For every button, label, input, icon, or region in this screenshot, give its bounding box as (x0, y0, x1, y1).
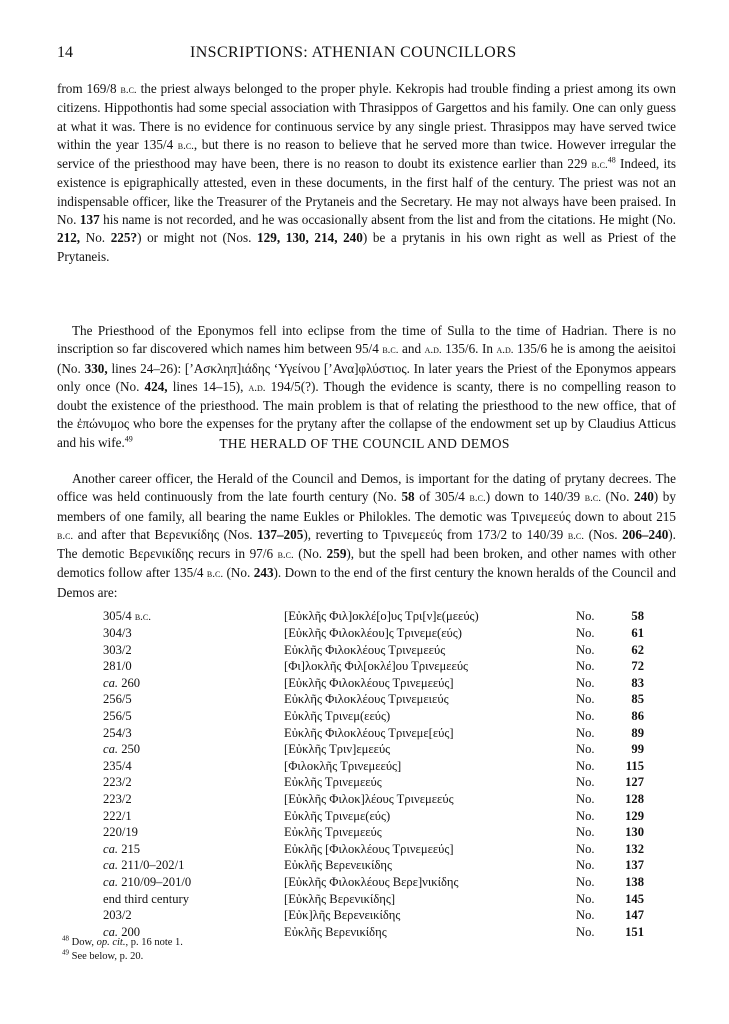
herald-no-label: No. (576, 742, 595, 757)
herald-date: ca. 211/0–202/1 (103, 858, 185, 873)
herald-inscription-number[interactable]: 86 (631, 708, 644, 723)
herald-inscription-number[interactable]: 85 (631, 692, 644, 707)
herald-inscription-number[interactable]: 137 (625, 858, 644, 873)
herald-name: Εὐκλῆς Τρινεμεεύς (284, 775, 382, 790)
table-row (103, 608, 644, 625)
herald-inscription-number[interactable]: 128 (625, 791, 644, 806)
herald-date: ca. 200 (103, 924, 141, 939)
herald-name: Εὐκλῆς Φιλοκλέους Τρινεμεεύς (284, 642, 446, 657)
herald-no-label: No. (576, 791, 595, 806)
herald-date: 256/5 (103, 692, 132, 707)
herald-no-label: No. (576, 725, 595, 740)
table-row (103, 741, 644, 758)
herald-date: 281/0 (103, 659, 132, 674)
herald-date: 256/5 (103, 708, 132, 723)
table-row (103, 841, 644, 858)
herald-date: end third century (103, 891, 190, 906)
herald-inscription-number[interactable]: 130 (625, 825, 644, 840)
footnote-48: $^{48}$ Dow, op. cit., p. 16 note 1. (62, 934, 183, 948)
table-row (103, 691, 644, 708)
herald-inscription-number[interactable]: 145 (625, 891, 644, 906)
herald-date: 220/19 (103, 825, 138, 840)
herald-date: ca. 260 (103, 675, 141, 690)
herald-inscription-number[interactable]: 61 (631, 626, 644, 640)
herald-no-label: No. (576, 659, 595, 674)
table-row (103, 907, 644, 924)
running-title: INSCRIPTIONS: ATHENIAN COUNCILLORS (190, 44, 517, 61)
herald-no-label: No. (576, 825, 595, 840)
table-row (103, 658, 644, 675)
table-row (103, 774, 644, 791)
table-row (103, 891, 644, 908)
table-row (103, 857, 644, 874)
paragraph-priesthood-eponymos: The Priesthood of the Eponymos fell into eclipse from the time of Sulla to the time of Hadrian. There is no inscription so far discovered which names him between 95/4 b.c. and a.d. 135/6. In a.d. 135/6 he is among the aeisitoi (No. 330, lines 24–26): [’Ασκληπ]ιάδης ‘Υγείνου [’Ανα]φλύστιος. In later years the Priest of the Eponymos appears only once (No. 424, lines 14–15), a.d. 194/5(?). Though the evidence is scanty, there is no compelling reason to doubt the existence of the priesthood. The main problem is that of relating the priesthood to the new office, that of the ἐπώνυμος who bore the expenses for the prytany after the collapse of the endowment set up by Claudius Atticus and his wife.$^{49}$ (57, 323, 677, 450)
herald-name: [Εὐκλῆς Φιλοκλέου]ς Τρινεμε(εύς) (284, 626, 462, 640)
table-row (103, 874, 644, 891)
footnote-ref-48[interactable]: 48 (607, 155, 616, 165)
herald-no-label: No. (576, 675, 595, 690)
herald-no-label: No. (576, 908, 595, 923)
table-row (103, 708, 644, 725)
herald-no-label: No. (576, 775, 595, 790)
herald-inscription-number[interactable]: 72 (631, 659, 644, 674)
herald-name: Εὐκλῆς Τρινεμεεύς (284, 825, 382, 840)
herald-inscription-number[interactable]: 127 (625, 775, 644, 790)
herald-date: 304/3 (103, 626, 132, 640)
herald-name: [Εὐκλῆς Βερενικίδης] (284, 891, 396, 906)
table-row (103, 808, 644, 825)
herald-date: ca. 210/09–201/0 (103, 874, 192, 889)
herald-name: Εὐκλῆς Βερενεικίδης (284, 858, 392, 873)
herald-no-label: No. (576, 808, 595, 823)
herald-date: 303/2 (103, 642, 132, 657)
footnote-ref-49[interactable]: 49 (124, 434, 133, 444)
section-heading: THE HERALD OF THE COUNCIL AND DEMOS (219, 436, 510, 451)
herald-no-label: No. (576, 874, 595, 889)
herald-inscription-number[interactable]: 99 (631, 742, 644, 757)
herald-name: Εὐκλῆς Φιλοκλέους Τρινεμειεύς (284, 692, 449, 707)
herald-name: [Εὐκλῆς Φιλ]οκλέ[ο]υς Τρι[ν]ε(μεεύς) (284, 609, 479, 623)
herald-inscription-number[interactable]: 132 (625, 841, 644, 856)
footnote-49: $^{49}$ See below, p. 20. (62, 948, 144, 962)
herald-date: 222/1 (103, 808, 132, 823)
herald-no-label: No. (576, 692, 595, 707)
herald-date: 223/2 (103, 775, 132, 790)
page-number: 14 (57, 44, 73, 61)
herald-no-label: No. (576, 626, 595, 640)
table-row (103, 725, 644, 742)
herald-name: Εὐκλῆς Φιλοκλέους Τρινεμε[εύς] (284, 725, 454, 740)
herald-date: 305/4 b.c. (103, 609, 152, 623)
table-row (103, 758, 644, 775)
herald-inscription-number[interactable]: 89 (631, 725, 644, 740)
table-row (103, 924, 644, 941)
paragraph-priest-service: from 169/8 b.c. the priest always belonged to the proper phyle. Kekropis had trouble finding a priest among its own citizens. Hippothontis had some special association with Thrasippos of Gargettos and his family. One can only guess at what it was. There is no evidence for continuous service by any single priest. Thrasippos may have served twice within the year 135/4 b.c., but there is no reason to believe that he served more than twice. However irregular the service of the priesthood may have been, there is no reason to doubt its existence earlier than 229 b.c.$^{48}$ Indeed, its existence is epigraphically attested, even in these documents, in the first half of the century. The priest was not an indispensable officer, like the Treasurer of the Prytaneis and the Secretary. He may not always have been praised. In No. 137 his name is not recorded, and he was occasionally absent from the list and from the citations. He might (No. 212, No. 225?) or might not (Nos. 129, 130, 214, 240) be a prytanis in his own right as well as Priest of the Prytaneis. (57, 81, 677, 264)
herald-no-label: No. (576, 708, 595, 723)
herald-inscription-number[interactable]: 115 (625, 758, 644, 773)
herald-date: ca. 215 (103, 841, 141, 856)
herald-name: [Εὐκλῆς Τριν]εμεεύς (284, 742, 391, 757)
herald-name: [Εὐκλῆς Φιλοκλέους Τρινεμεεύς] (284, 675, 454, 690)
herald-no-label: No. (576, 924, 595, 939)
herald-inscription-number[interactable]: 58 (631, 609, 644, 623)
herald-no-label: No. (576, 891, 595, 906)
herald-name: [Φιλοκλῆς Τρινεμεεύς] (284, 758, 402, 773)
herald-inscription-number[interactable]: 147 (625, 908, 644, 923)
herald-name: Εὐκλῆς Τρινεμε(εύς) (284, 808, 391, 823)
herald-no-label: No. (576, 758, 595, 773)
herald-name: [Εὐκ]λῆς Βερενεικίδης (284, 908, 401, 923)
table-row (103, 791, 644, 808)
herald-date: 223/2 (103, 791, 132, 806)
paragraph-herald: Another career officer, the Herald of the Council and Demos, is important for the dating of prytany decrees. The office was held continuously from the late fourth century (No. 58 of 305/4 b.c.) down to 140/39 b.c. (No. 240) by members of one family, all bearing the name Eukles or Philokles. The demotic was Τρινεμεεύς down to about 215 b.c. and after that Βερενικίδης (Nos. 137–205), reverting to Τρινεμεεύς from 173/2 to 140/39 b.c. (Nos. 206–240). The demotic Βερενικίδης recurs in 97/6 b.c. (No. 259), but the spell had been broken, and other names with other demotics follow after 135/4 b.c. (No. 243). Down to the end of the first century the known heralds of the Council and Demos are: (57, 471, 677, 600)
herald-name: Εὐκλῆς Τρινεμ(εεύς) (284, 708, 391, 723)
herald-no-label: No. (576, 841, 595, 856)
table-row (103, 625, 644, 642)
table-row (103, 824, 644, 841)
table-row (103, 675, 644, 692)
herald-date: 203/2 (103, 908, 132, 923)
herald-inscription-number[interactable]: 129 (625, 808, 644, 823)
herald-no-label: No. (576, 609, 595, 623)
herald-inscription-number[interactable]: 138 (625, 874, 644, 889)
herald-name: [Φι]λοκλῆς Φιλ[οκλέ]ου Τρινεμεεύς (284, 659, 469, 674)
herald-inscription-number[interactable]: 83 (631, 675, 644, 690)
herald-date: 254/3 (103, 725, 132, 740)
herald-date: 235/4 (103, 758, 132, 773)
herald-inscription-number[interactable]: 62 (631, 642, 644, 657)
herald-no-label: No. (576, 642, 595, 657)
herald-name: Εὐκλῆς [Φιλοκλέους Τρινεμεεύς] (284, 841, 454, 856)
heralds-table (103, 608, 644, 940)
herald-name: Εὐκλῆς Βερενικίδης (284, 924, 387, 939)
herald-inscription-number[interactable]: 151 (625, 924, 644, 939)
table-row (103, 642, 644, 659)
herald-date: ca. 250 (103, 742, 141, 757)
herald-no-label: No. (576, 858, 595, 873)
herald-name: [Εὐκλῆς Φιλοκ]λέους Τρινεμεεύς (284, 791, 454, 806)
herald-name: [Εὐκλῆς Φιλοκλέους Βερε]νικίδης (284, 874, 459, 889)
